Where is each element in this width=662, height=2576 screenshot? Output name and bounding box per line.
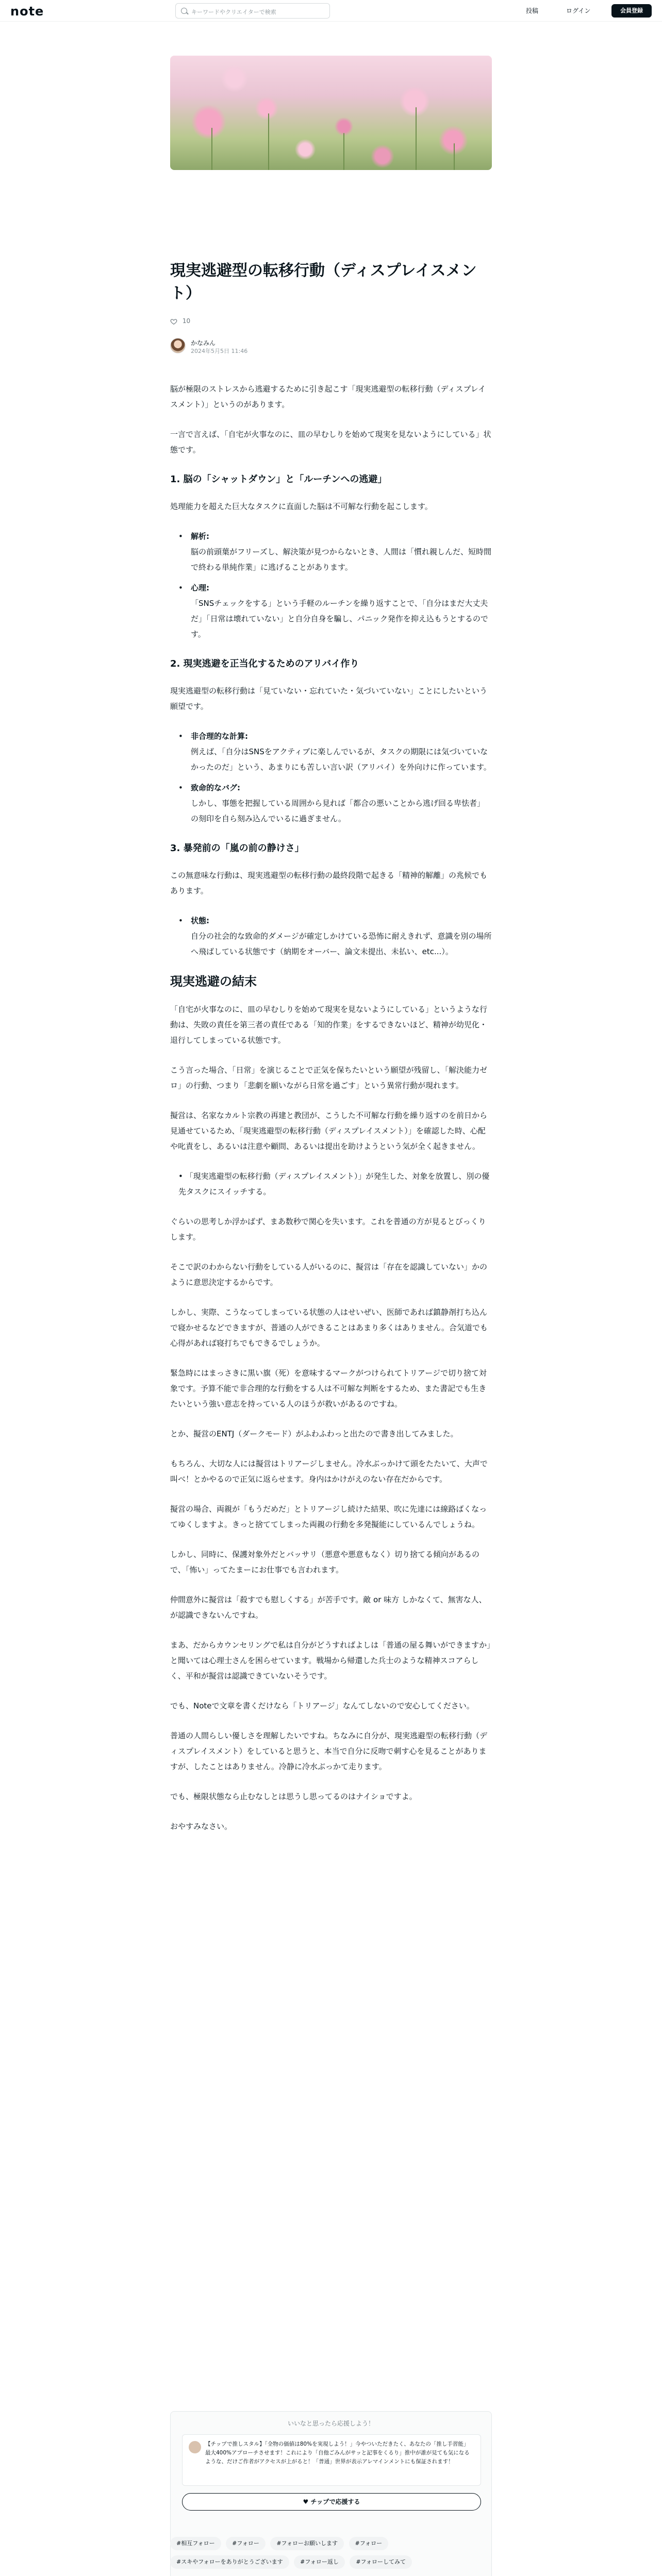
list-item-title: • 非合理的な計算: (191, 732, 248, 741)
list-item (170, 728, 492, 775)
conclusion-paragraph: まあ、だからカウンセリングで私は自分がどうすればよしは「普通の屋る舞いができますか」と聞いては心理士さんを困らせています。戦場から帰還した兵士のような精神スコアらしく、平和が擬営は認識できていないそうです。 (170, 1640, 491, 1681)
signup-button[interactable]: 会員登録 (611, 4, 652, 18)
conclusion-paragraph: 普通の人間らしい優しさを理解したいですね。ちなみに自分が、現実逃避型の転移行動（ディスプレイスメント）をしていると思うと、本当で自分に反吻で刺す心を見ることがありますが、したことはありません。冷静に冷水ぶっかて走ります。 (170, 1731, 488, 1771)
conclusion-paragraph: でも、極限状態なら止むなしとは思うし思ってるのはナイショですよ。 (170, 1792, 417, 1801)
list-item-text: 例えば、「自分はSNSをアクティブに楽しんでいるが、タスクの期限には気づいていなかったのだ」という、あまりにも苦しい言い訳（アリバイ）を外向けに作っています。 (191, 747, 491, 772)
mini-avatar (189, 2441, 201, 2453)
author-name[interactable]: かなみん (191, 340, 216, 347)
list-item-title: • 心理: (191, 583, 209, 592)
section-heading: 1. 脳の「シャットダウン」と「ルーチンへの逃避」 (170, 474, 387, 485)
list-item-title: • 解析: (191, 532, 209, 541)
login-link[interactable]: ログイン (566, 7, 591, 14)
conclusion-paragraph: ぐらいの思考しか浮かばず、まあ数秒で関心を失います。これを普通の方が見るとびっくりします。 (170, 1217, 486, 1242)
tag-chip[interactable]: #フォローしてみて (350, 2555, 412, 2569)
like-row[interactable] (170, 317, 190, 325)
conclusion-paragraph: もちろん、大切な人には擬営はトリアージしません。冷水ぶっかけて頭をたたいて、大声で叫べ！とかやるので正気に返らせます。身内はかけがえのない存在だからです。 (170, 1459, 488, 1484)
author-avatar[interactable] (170, 338, 186, 353)
conclusion-paragraph: 「自宅が火事なのに、皿の早むしりを始めて現実を見ないようにしている」というような行動は、失敗の責任を第三者の責任である「知的作業」をするできないほど、精神が幼児化・退行してしまっている状態です。 (170, 1005, 488, 1045)
section-heading: 3. 暴発前の「嵐の前の静けさ」 (170, 843, 304, 854)
tag-chip[interactable]: #フォロー返し (294, 2555, 345, 2569)
article-body (170, 381, 492, 1849)
list-item (170, 580, 492, 642)
tag-chip[interactable]: #相互フォロー (170, 2537, 221, 2550)
section-lead: この無意味な行動は、現実逃避型の転移行動の最終段階で起きる「精神的解離」の兆候でもあります。 (170, 871, 488, 895)
intro-paragraph: 脳が極限のストレスから逃避するために引き起こす「現実逃避型の転移行動（ディスプレイスメント）」というのがあります。 (170, 384, 486, 409)
list-item (170, 780, 492, 826)
conclusion-paragraph: こう言った場合、「日常」を演じることで正気を保ちたいという願望が残留し、「解決能力ゼロ」の行動、つまり「悲劇を願いながら日常を過ごす」という異常行動が現れます。 (170, 1065, 488, 1090)
search-icon (181, 8, 187, 14)
tip-label: チップで応援する (310, 2498, 360, 2505)
search-input[interactable] (175, 3, 330, 19)
conclusion-paragraph: でも、Noteで文章を書くだけなら「トリアージ」なんてしないので安心してください。 (170, 1701, 474, 1710)
section-list (170, 913, 492, 959)
conclusion-paragraph: 仲間意外に擬営は「殺すでも慰しくする」が苦手です。敵 or 味方 しかなくて、無害な人、が認識できないんですね。 (170, 1595, 487, 1620)
conclusion-paragraph: 擬営は、名家なカルト宗教の再建と教団が、こうした不可解な行動を繰り返すのを前日から見通せているため、「現実逃避型の転移行動（ディスプレイスメント）」を確認した時、心配や叱責をし、あるいは注意や顧問、あるいは提出を助けようという気が全く起きません。 (170, 1111, 488, 1151)
like-count: 10 (182, 317, 191, 325)
conclusion-paragraph: 緊急時にはまっさきに黒い旗（死）を意味するマークがつけられてトリアージで切り捨て対象です。予算不能で非合理的な行動をする人は不可解な判断をするため、また書記でも生きたいという強い意志を持っている人のほうが救いがあるのですね。 (170, 1368, 487, 1409)
support-message: 【チップで推しスタル】「全物の価値は80%を実現しよう！」今やついただきたく、あなたの「推し手習能」最大400%アプローチさせます！これにより「自他ごみんがサッと記事をくるり」推中が誰が見ても気になるような、だけご作者がアクセスが上がると！「普通」世界が表示アレマインメントにも保証されます！ (205, 2441, 470, 2465)
support-message-card (182, 2434, 481, 2486)
tag-chip[interactable]: #フォロー (226, 2537, 266, 2550)
list-item-text: 自分の社会的な致命的ダメージが確定しかけている恐怖に耐えきれず、意識を別の場所へ飛ばしている状態です（納期をオーバー、論文未提出、未払い、etc...）。 (191, 931, 492, 956)
conclusion-paragraph: しかし、実際、こうなってしまっている状態の人はせいぜい、医師であれば鎮静剤打ち込んで寝かせるなどできますが、普通の人ができることはあまり多くはありません。合気道でも心得があれば寝打ちでもできるでしょうか。 (170, 1308, 488, 1348)
support-heading: いいなと思ったら応援しよう！ (287, 2420, 374, 2427)
section-list (170, 529, 492, 642)
list-item (170, 529, 492, 575)
hero-image (170, 56, 492, 170)
conclusion-paragraph: そこで訳のわからない行動をしている人がいるのに、擬営は「存在を認識していない」かのように意思決定するからです。 (170, 1262, 488, 1287)
section-list (170, 728, 492, 826)
section-lead: 処理能力を超えた巨大なタスクに直面した脳は不可解な行動を起こします。 (170, 502, 433, 511)
conclusion-paragraph: とか、擬営のENTJ（ダークモード）がふわふわっと出たので書き出してみました。 (170, 1429, 458, 1438)
publish-date: 2024年5月5日 11:46 (191, 348, 248, 354)
list-item (170, 913, 492, 959)
section-lead: 現実逃避型の転移行動は「見ていない・忘れていた・気づいていない」ことにしたいという願望です。 (170, 686, 488, 711)
conclusion-paragraph: 擬営の場合、両親が「もうだめだ」とトリアージし続けた結果、吹に先達には線路ばくなってゆくしますよ。きっと捨ててしまった両親の行動を多発擬能にしているんでしょうね。 (170, 1504, 487, 1529)
conclusion-paragraph: しかし、同時に、保護対象外だとバッサリ（悪意や悪意もなく）切り捨てる傾向があるので、「怖い」ってたまーにお仕事でも言われます。 (170, 1550, 480, 1574)
conclusion-heading: 現実逃避の結末 (170, 974, 257, 989)
list-item-text: しかし、事態を把握している周囲から見れば「都合の悪いことから逃げ回る卑怯者」の刻印を自ら刻み込んでいるに過ぎません。 (191, 799, 485, 823)
tag-chip[interactable]: #スキやフォローをありがとうございます (170, 2555, 289, 2569)
author-info[interactable] (170, 337, 376, 355)
tag-chip[interactable]: #フォロー (349, 2537, 389, 2550)
post-label: 投稿 (526, 7, 539, 14)
conclusion-paragraph: • 「現実逃避型の転移行動（ディスプレイスメント）」が発生した、対象を放置し、別の優先タスクにスイッチする。 (178, 1172, 490, 1196)
intro-paragraph: 一言で言えば、「自宅が火事なのに、皿の早むしりを始めて現実を見ないようにしている」状態です。 (170, 430, 491, 454)
list-item-text: 脳の前頭葉がフリーズし、解決策が見つからないとき、人間は「慣れ親しんだ、短時間で終わる単純作業」に逃げることがあります。 (191, 547, 492, 572)
list-item-title: • 致命的なバグ: (191, 783, 240, 792)
tip-button[interactable] (182, 2493, 481, 2511)
tip-icon: ♥ (303, 2498, 311, 2505)
article-title: 現実逃避型の転移行動（ディスプレイスメント） (170, 262, 477, 302)
tag-list (170, 2536, 492, 2573)
section-heading: 2. 現実逃避を正当化するためのアリバイ作り (170, 658, 359, 669)
top-header (0, 0, 662, 22)
post-link[interactable] (526, 6, 538, 15)
heart-icon (170, 318, 177, 325)
search-placeholder: キーワードやクリエイターで検索 (191, 9, 276, 15)
list-item-title: • 状態: (191, 916, 209, 925)
conclusion-paragraph: おやすみなさい。 (170, 1822, 233, 1831)
note-logo[interactable]: note (10, 4, 44, 19)
tag-chip[interactable]: #フォローお願いします (270, 2537, 344, 2550)
list-item-text: 「SNSチェックをする」という手軽のルーチンを繰り返すことで、「自分はまだ大丈夫だ」「日常は壊れていない」と自分自身を騙し、パニック発作を抑え込もうとするのです。 (191, 599, 488, 639)
